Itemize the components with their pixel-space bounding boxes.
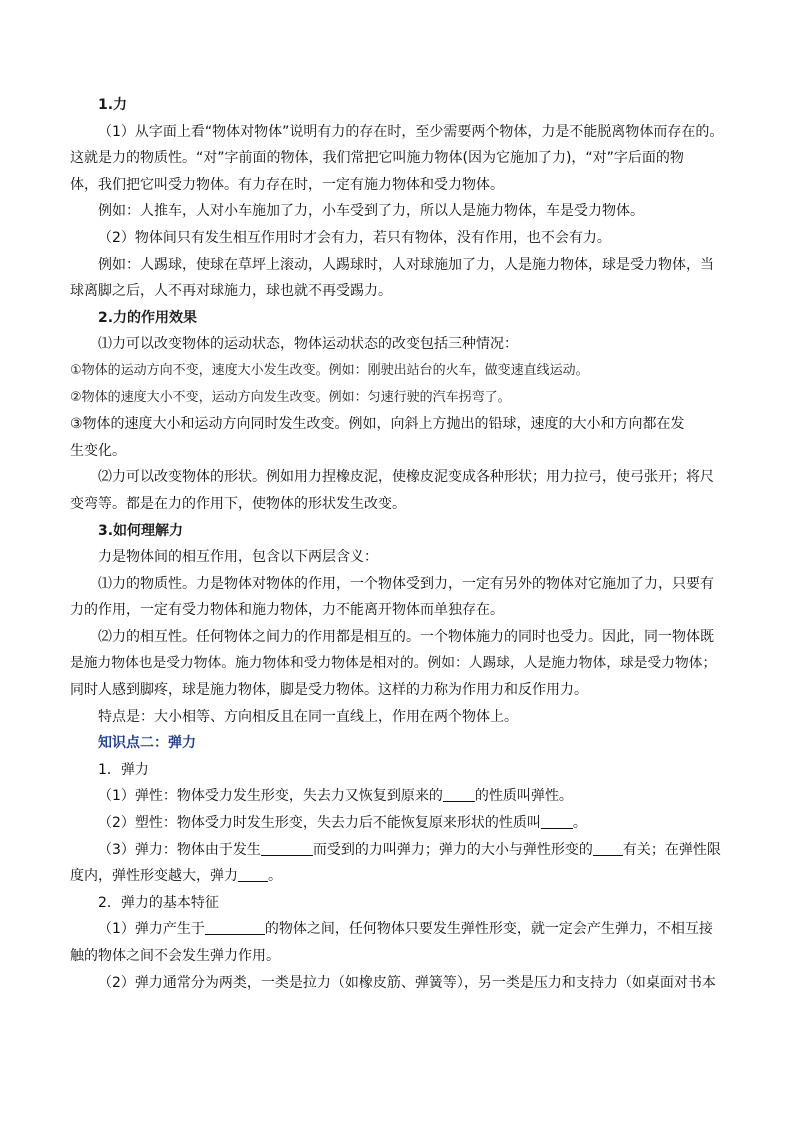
blank-field[interactable]	[443, 787, 475, 802]
blank-field[interactable]	[593, 841, 623, 856]
text-span: 的物体之间，任何物体只要发生弹性形变，就一定会产生弹力，不相互接	[264, 921, 713, 938]
section-1-title: 1.力	[98, 97, 128, 113]
paragraph-line: 这就是力的物质性。“对”字前面的物体，我们常把它叫施力物体(因为它施加了力)，“对”字后面的物	[70, 150, 684, 167]
paragraph-line: 力是物体间的相互作用，包含以下两层含义：	[98, 549, 378, 566]
paragraph-line: 变弯等。都是在力的作用下，使物体的形状发生改变。	[70, 495, 406, 512]
text-span: （2）塑性：物体受力时发生形变，失去力后不能恢复原来形状的性质叫	[98, 815, 541, 832]
text-span: （1）弹力产生于	[98, 921, 205, 938]
text-span: 有关；在弹性限	[622, 841, 721, 858]
text-span: 而受到的力叫弹力；弹力的大小与弹性形变的	[312, 841, 593, 858]
paragraph-line: （2）物体间只有发生相互作用时才会有力，若只有物体，没有作用，也不会有力。	[98, 229, 611, 246]
paragraph-line: 力的作用，一定有受力物体和施力物体，力不能离开物体而单独存在。	[70, 602, 504, 619]
paragraph-line: ⑵力可以改变物体的形状。例如用力捏橡皮泥，使橡皮泥变成各种形状；用力拉弓，使弓张开；将尺	[98, 469, 714, 486]
example-line: 例如：人推车，人对小车施加了力，小车受到了力，所以人是施力物体，车是受力物体。	[98, 203, 644, 220]
document-body	[70, 92, 724, 996]
blank-field[interactable]	[205, 920, 265, 935]
example-line: 例如：人踢球，使球在草坪上滚动，人踢球时，人对球施加了力，人是施力物体，球是受力物体，当	[98, 256, 714, 273]
fill-blank-line	[70, 837, 724, 864]
section-2-title: 2.力的作用效果	[98, 309, 198, 326]
paragraph-line: 是施力物体也是受力物体。施力物体和受力物体是相对的。例如：人踢球，人是施力物体，球是受力物体；	[70, 655, 717, 672]
case-line: ①物体的运动方向不变，速度大小发生改变。例如：刚驶出站台的火车，做变速直线运动。	[70, 362, 589, 378]
paragraph-line: 触的物体之间不会发生弹力作用。	[70, 948, 280, 964]
blank-field[interactable]	[238, 867, 268, 882]
fill-blank-line	[70, 783, 724, 810]
paragraph-line: 特点是：大小相等、方向相反且在同一直线上，作用在两个物体上。	[98, 708, 518, 725]
case-line: ②物体的速度大小不变，运动方向发生改变。例如：匀速行驶的汽车拐弯了。	[70, 389, 511, 405]
case-line: 生变化。	[70, 442, 126, 459]
fill-blank-line	[70, 863, 724, 890]
case-line: ③物体的速度大小和运动方向同时发生改变。例如，向斜上方抛出的铅球，速度的大小和方向都在发	[70, 416, 685, 433]
paragraph-line: （2）弹力通常分为两类，一类是拉力（如橡皮筋、弹簧等），另一类是压力和支持力（如桌面对书本	[98, 974, 716, 991]
paragraph-line: 体，我们把它叫受力物体。有力存在时，一定有施力物体和受力物体。	[70, 176, 504, 193]
paragraph-line: （1）从字面上看“物体对物体”说明有力的存在时，至少需要两个物体，力是不能脱离物体而存在的。	[98, 123, 724, 140]
paragraph-line: 同时人感到脚疼，球是施力物体，脚是受力物体。这样的力称为作用力和反作用力。	[70, 682, 588, 699]
text-span: 。	[572, 815, 587, 832]
paragraph-line: ⑴力可以改变物体的运动状态，物体运动状态的改变包括三种情况：	[98, 336, 518, 353]
subsection-title: 1．弹力	[98, 761, 149, 778]
paragraph-line: ⑴力的物质性。力是物体对物体的作用，一个物体受到力，一定有另外的物体对它施加了力，只要有	[98, 575, 714, 592]
text-span: （3）弹力：物体由于发生	[98, 841, 261, 858]
knowledge-point-title: 知识点二：弹力	[98, 735, 196, 752]
text-span: 的性质叫弹性。	[474, 788, 573, 805]
blank-field[interactable]	[541, 814, 573, 829]
subsection-title: 2．弹力的基本特征	[98, 894, 219, 911]
fill-blank-line	[70, 810, 724, 837]
example-line: 球离脚之后，人不再对球施力，球也就不再受踢力。	[70, 283, 392, 300]
fill-blank-line	[70, 916, 724, 943]
section-3-title: 3.如何理解力	[98, 522, 184, 539]
paragraph-line: ⑵力的相互性。任何物体之间力的作用都是相互的。一个物体施力的同时也受力。因此，同一物体既	[98, 628, 714, 645]
text-span: 度内，弹性形变越大，弹力	[70, 868, 238, 885]
text-span: 。	[268, 868, 282, 885]
blank-field[interactable]	[261, 841, 313, 856]
text-span: （1）弹性：物体受力发生形变，失去力又恢复到原来的	[98, 788, 443, 805]
